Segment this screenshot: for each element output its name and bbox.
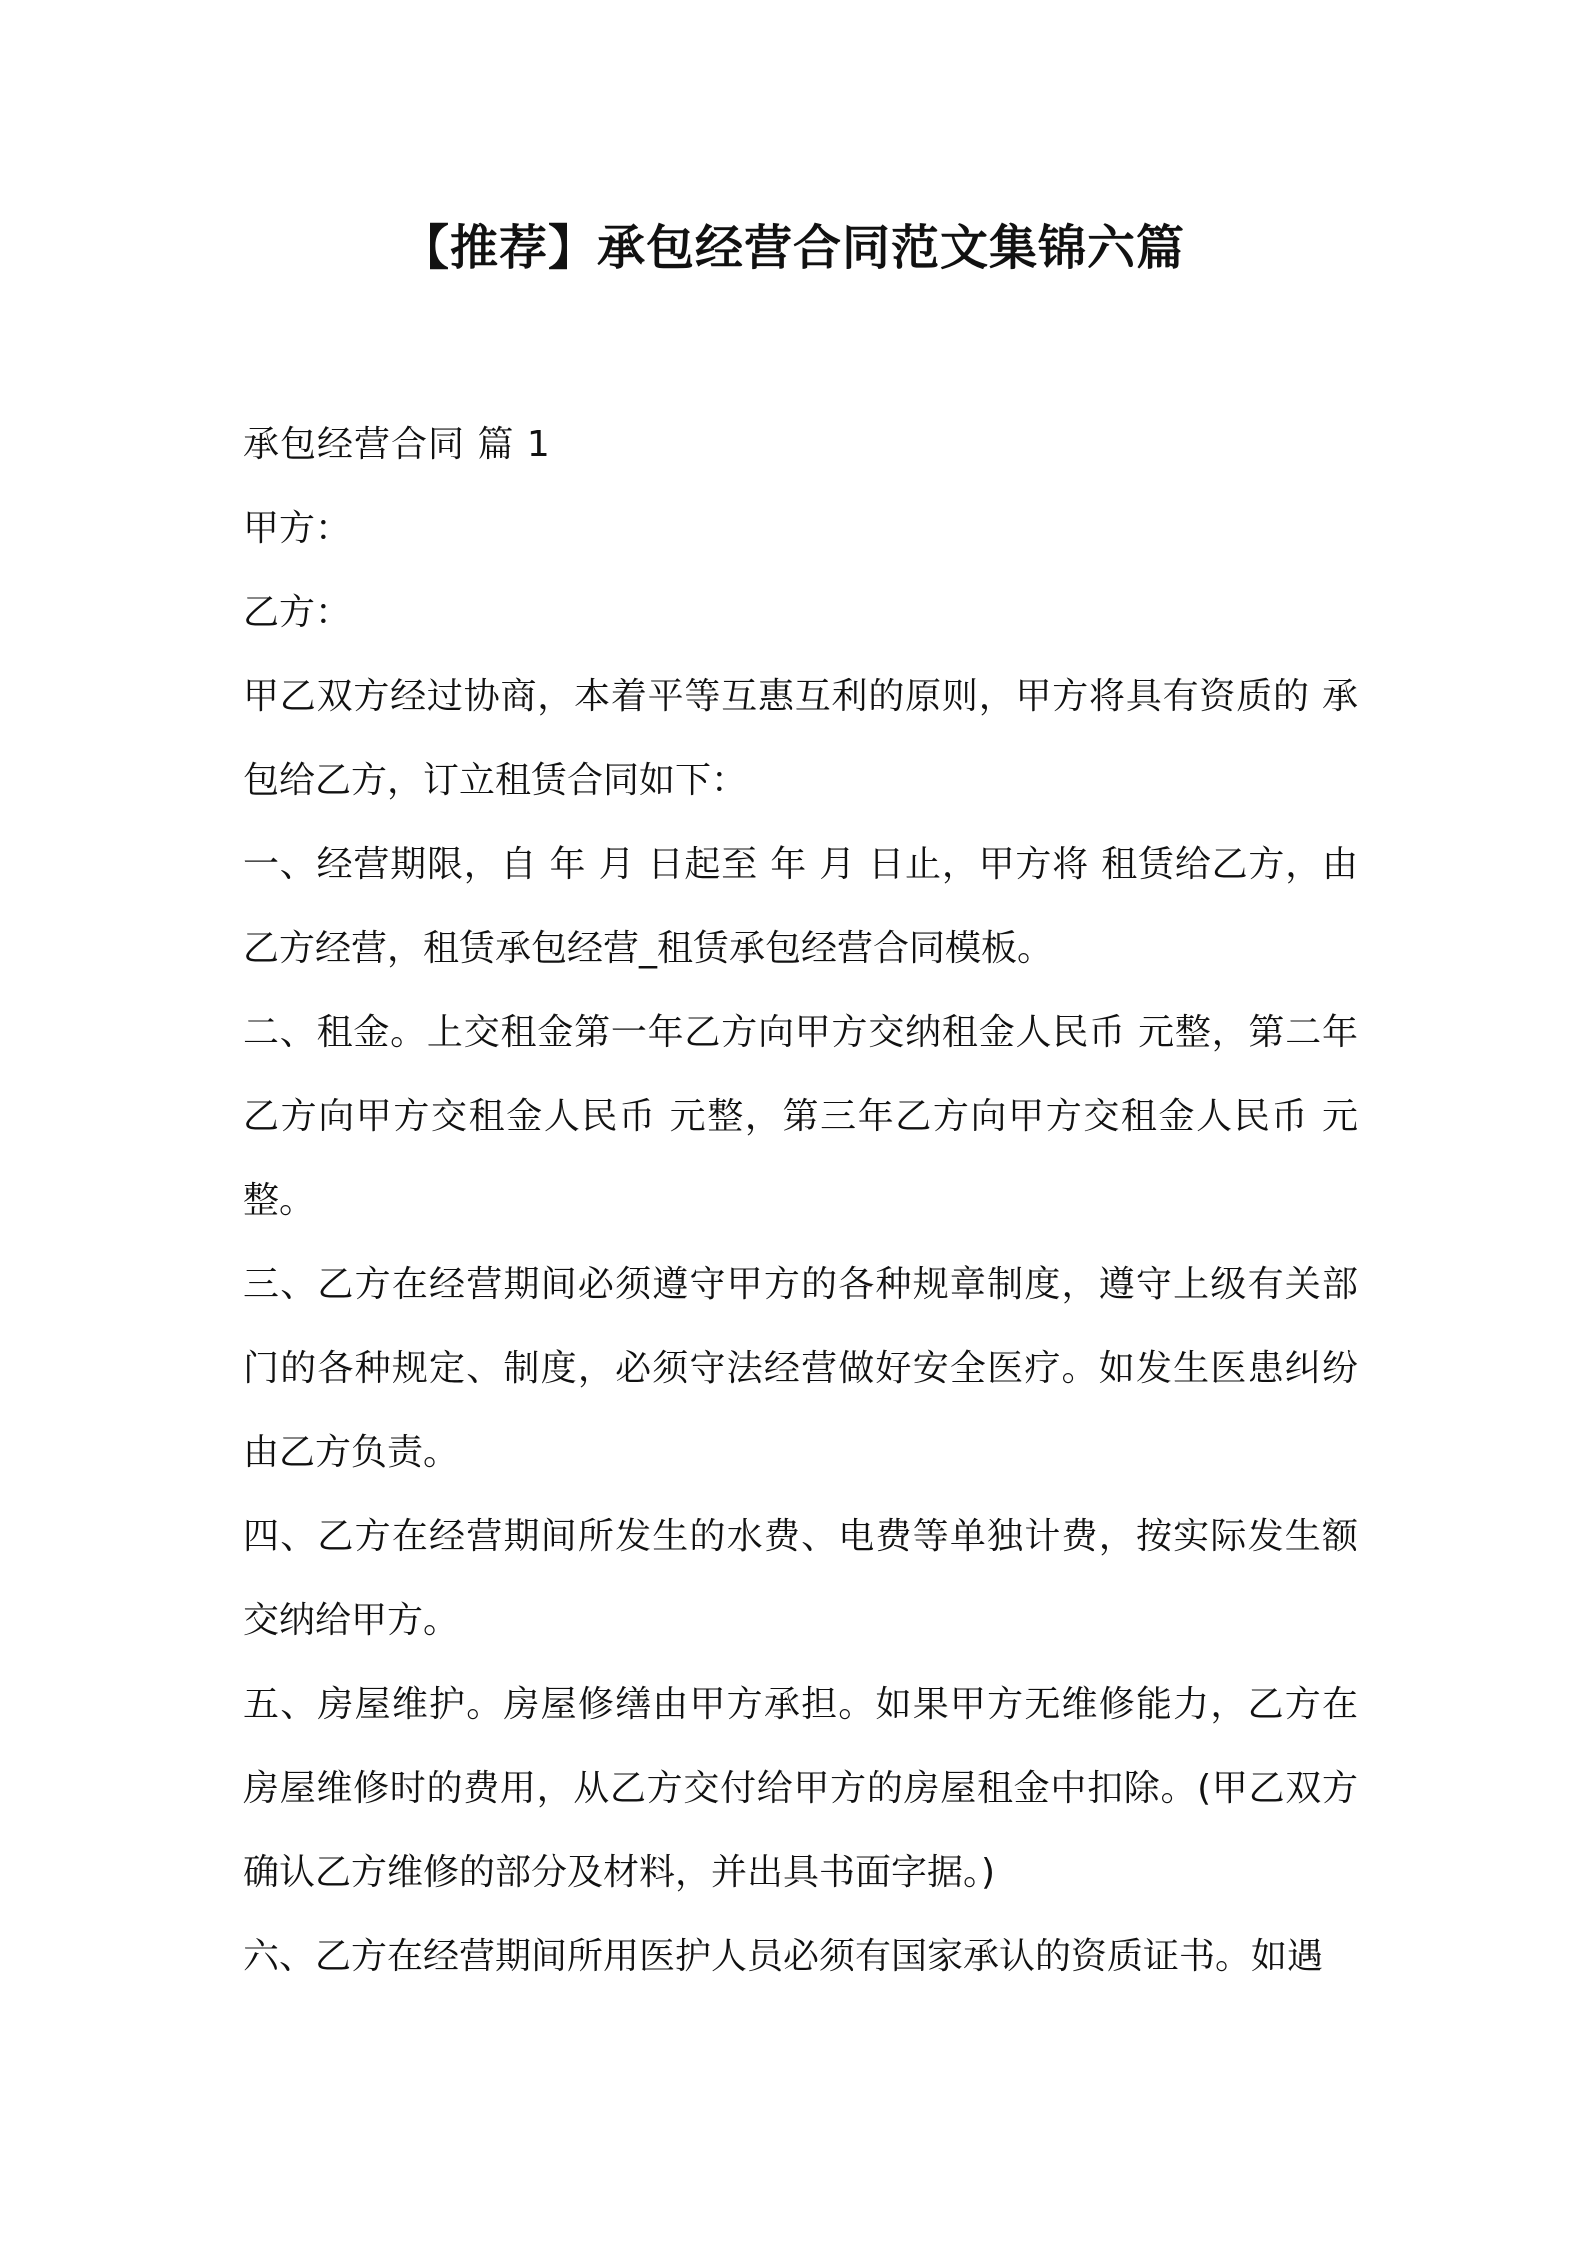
document-body	[243, 403, 1358, 1999]
clause-2-rent: 二、租金。上交租金第一年乙方向甲方交纳租金人民币 元整，第二年乙方向甲方交租金人民币 元整，第三年乙方向甲方交租金人民币 元整。	[243, 1012, 1358, 1221]
clause-6-staff: 六、乙方在经营期间所用医护人员必须有国家承认的资质证书。如遇	[243, 1936, 1324, 1977]
clause-1-term: 一、经营期限，自 年 月 日起至 年 月 日止，甲方将 租赁给乙方，由乙方经营，租赁承包经营_租赁承包经营合同模板。	[243, 844, 1358, 969]
party-b-line: 乙方：	[243, 592, 352, 633]
clause-5-maintenance: 五、房屋维护。房屋修缮由甲方承担。如果甲方无维修能力，乙方在房屋维修时的费用，从乙方交付给甲方的房屋租金中扣除。(甲乙双方确认乙方维修的部分及材料，并出具书面字据。)	[243, 1684, 1358, 1893]
clause-4-utilities: 四、乙方在经营期间所发生的水费、电费等单独计费，按实际发生额交纳给甲方。	[243, 1516, 1358, 1641]
party-a-line: 甲方：	[243, 508, 352, 549]
section-heading: 承包经营合同 篇 1	[243, 424, 551, 465]
document-title: 【推荐】承包经营合同范文集锦六篇	[400, 220, 1185, 276]
clause-3-rules: 三、乙方在经营期间必须遵守甲方的各种规章制度，遵守上级有关部门的各种规定、制度，必须守法经营做好安全医疗。如发生医患纠纷由乙方负责。	[243, 1264, 1358, 1473]
intro-paragraph: 甲乙双方经过协商，本着平等互惠互利的原则，甲方将具有资质的 承包给乙方，订立租赁合同如下：	[243, 676, 1358, 801]
